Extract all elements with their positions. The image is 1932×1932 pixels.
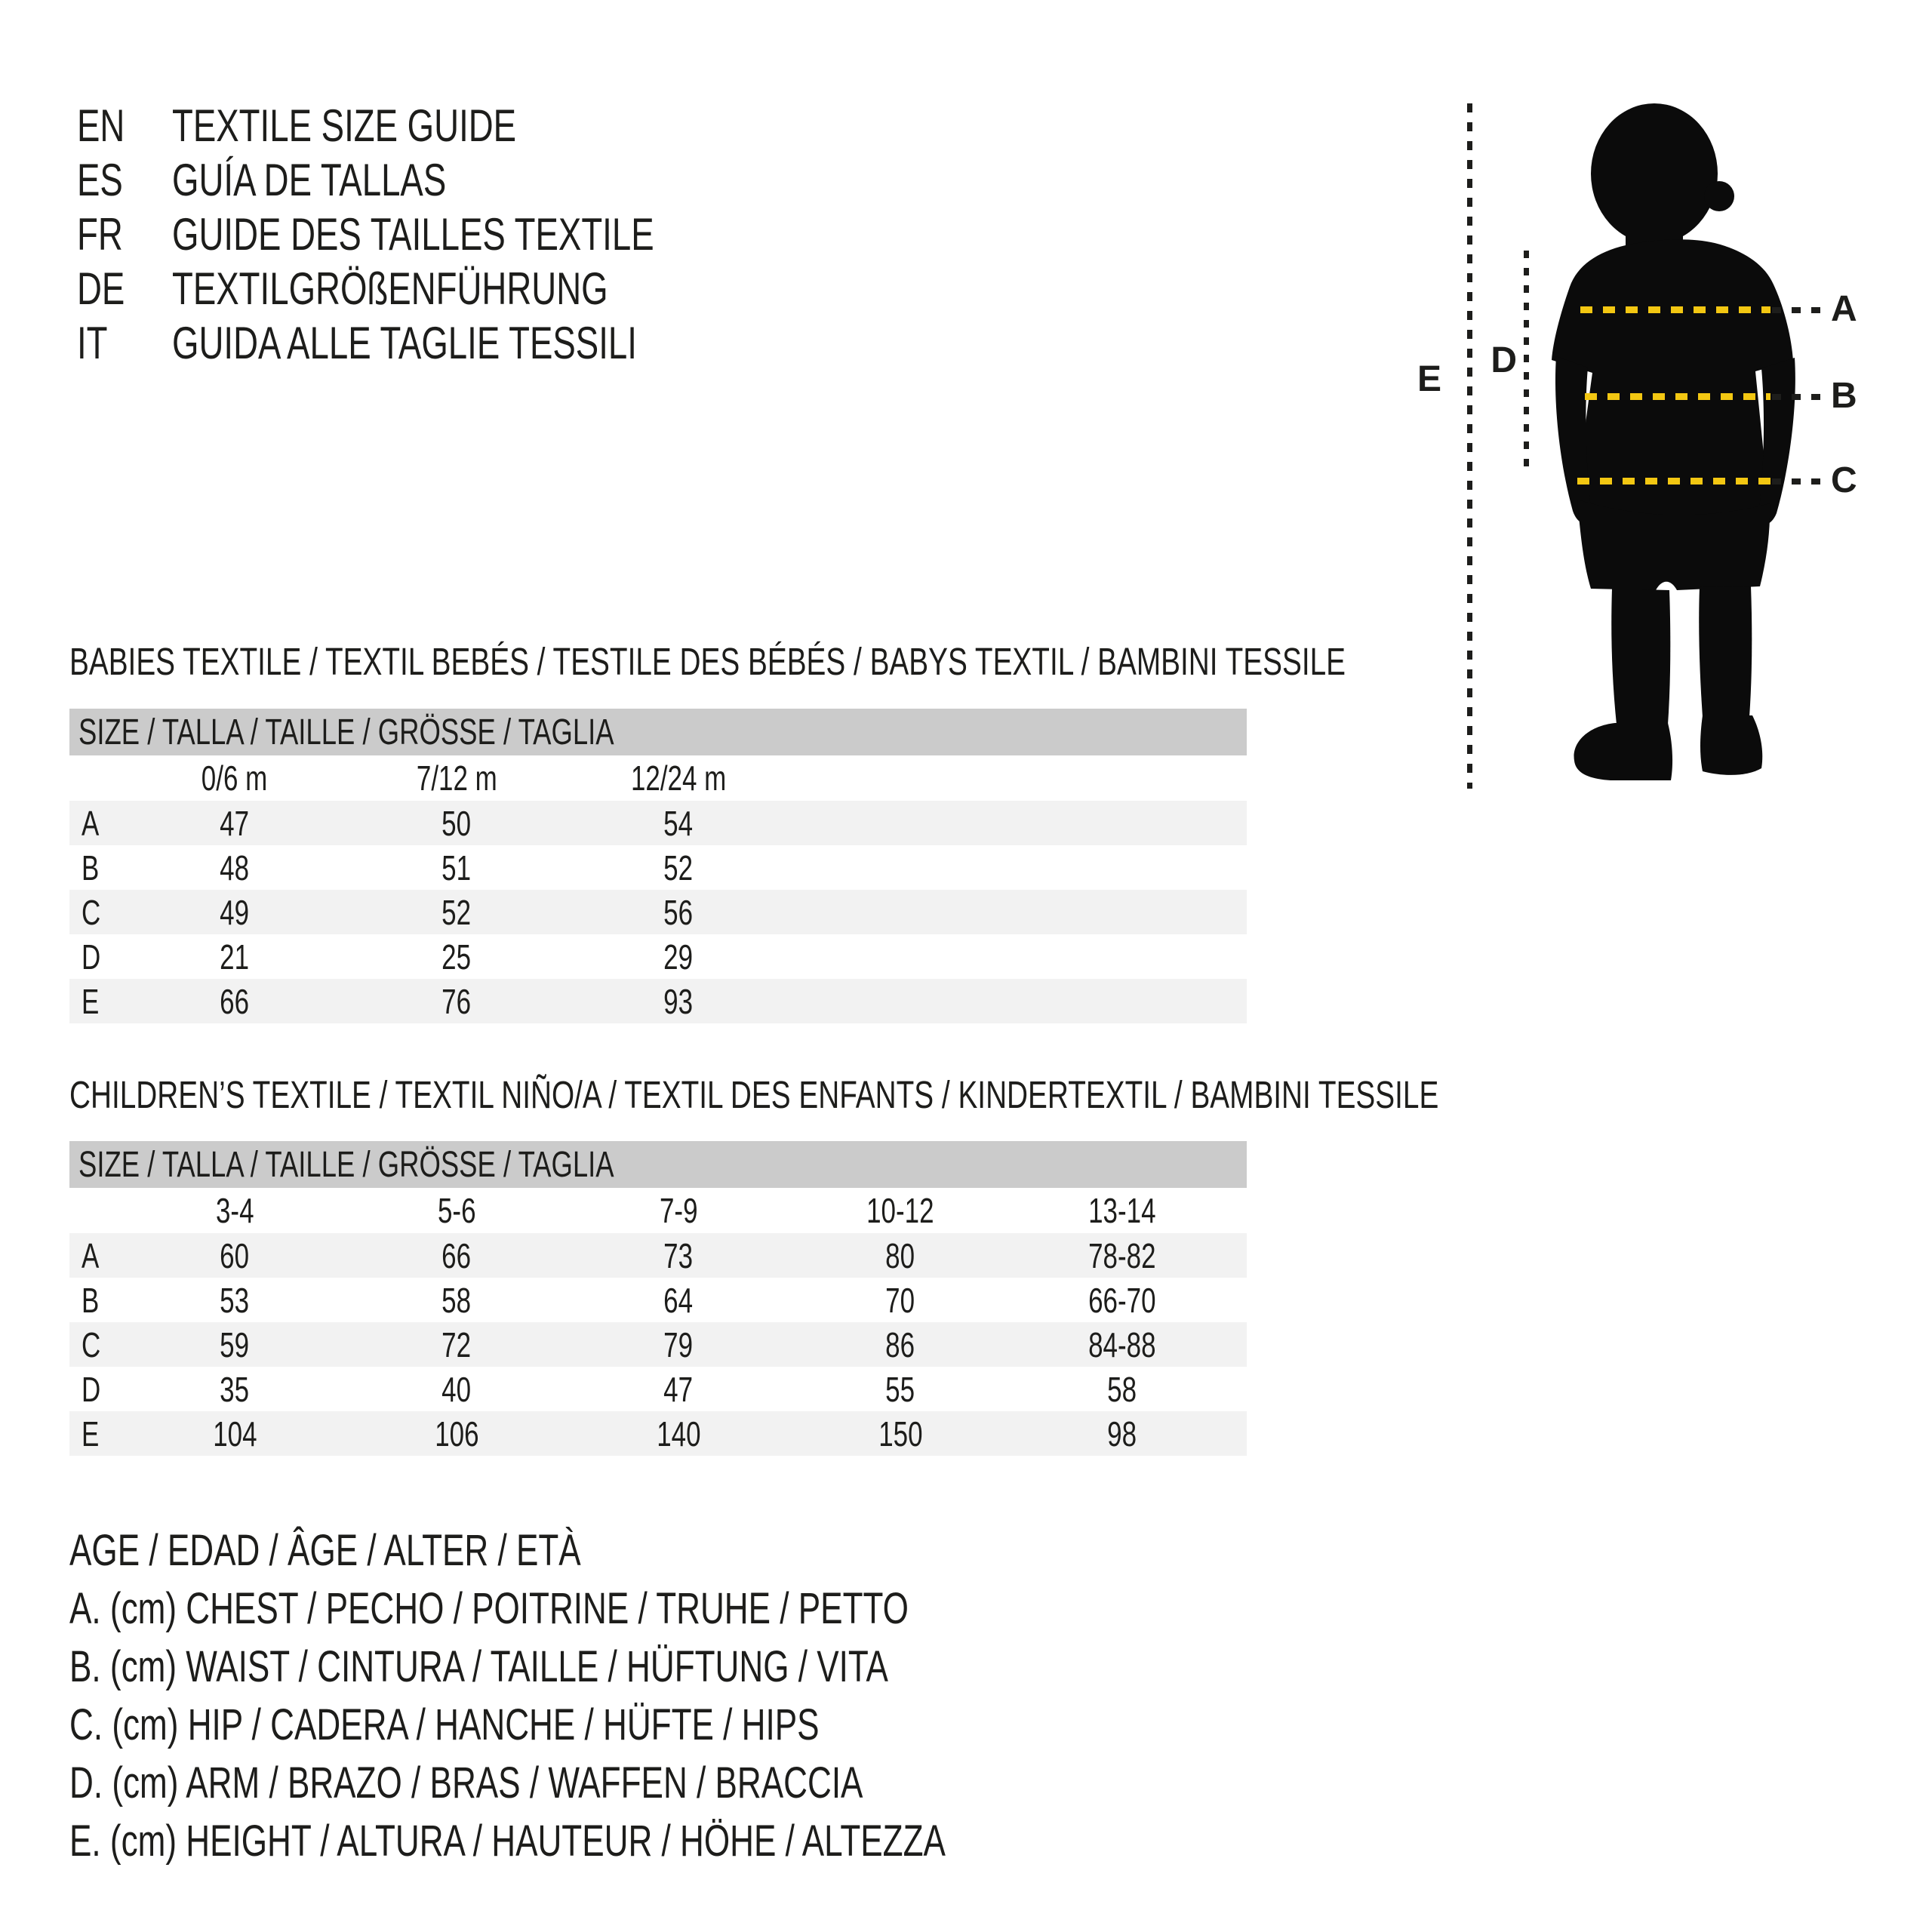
lang-code bbox=[77, 154, 172, 206]
cell-value: 66 bbox=[220, 981, 250, 1021]
cell bbox=[789, 1367, 1011, 1411]
cell-value: 93 bbox=[663, 981, 694, 1021]
column-header-text: 7/12 m bbox=[416, 758, 497, 798]
cell bbox=[789, 1278, 1011, 1322]
cell bbox=[1011, 1233, 1233, 1278]
cell-value: 106 bbox=[434, 1414, 479, 1454]
cell-value: 104 bbox=[212, 1414, 257, 1454]
legend-age-text: AGE / EDAD / ÂGE / ALTER / ETÀ bbox=[69, 1526, 581, 1575]
babies-section-title bbox=[69, 641, 1749, 682]
children-size-table bbox=[69, 1188, 1247, 1456]
hip-line-c-yellow bbox=[1577, 478, 1774, 485]
column-header-text: 0/6 m bbox=[202, 758, 268, 798]
cell bbox=[568, 801, 789, 845]
cell-value: 55 bbox=[885, 1369, 915, 1409]
cell-value: 70 bbox=[885, 1280, 915, 1320]
column-header bbox=[346, 1188, 568, 1233]
cell-value: 79 bbox=[663, 1324, 694, 1364]
cell-value: 84-88 bbox=[1088, 1324, 1156, 1364]
lang-row-de bbox=[77, 261, 806, 315]
cell-value: 51 bbox=[441, 848, 472, 888]
cell bbox=[124, 845, 346, 890]
lang-title-text: GUIDA ALLE TAGLIE TESSILI bbox=[172, 317, 637, 368]
row-label-text: C bbox=[82, 1324, 101, 1364]
cell bbox=[346, 1233, 568, 1278]
lang-title-text: TEXTILGRÖßENFÜHRUNG bbox=[172, 263, 608, 314]
cell bbox=[124, 1367, 346, 1411]
babies-size-header-text: SIZE / TALLA / TAILLE / GRÖSSE / TAGLIA bbox=[78, 712, 614, 752]
lang-code-text: ES bbox=[77, 154, 123, 205]
legend-item-text: D. (cm) ARM / BRAZO / BRAS / WAFFEN / BRACCIA bbox=[69, 1758, 863, 1807]
legend-item bbox=[69, 1812, 1223, 1870]
lang-code-text: IT bbox=[77, 317, 108, 368]
cell bbox=[568, 1411, 789, 1456]
lang-code-text: EN bbox=[77, 100, 125, 151]
cell bbox=[124, 1233, 346, 1278]
legend-age-line bbox=[69, 1521, 1223, 1580]
cell-value: 48 bbox=[220, 848, 250, 888]
legend-item-text: C. (cm) HIP / CADERA / HANCHE / HÜFTE / HIPS bbox=[69, 1700, 820, 1749]
cell bbox=[789, 1322, 1011, 1367]
cell bbox=[124, 1411, 346, 1456]
row-label-text: E bbox=[82, 981, 100, 1021]
column-header-text: 12/24 m bbox=[630, 758, 727, 798]
legend-item-text: B. (cm) WAIST / CINTURA / TAILLE / HÜFTUNG / VITA bbox=[69, 1642, 888, 1691]
row-label bbox=[69, 1367, 124, 1411]
row-label bbox=[69, 1278, 124, 1322]
cell-value: 73 bbox=[663, 1235, 694, 1275]
cell-value: 64 bbox=[663, 1280, 694, 1320]
row-label-text: A bbox=[82, 803, 100, 843]
cell bbox=[124, 934, 346, 979]
filler-cell bbox=[1233, 1233, 1247, 1278]
cell-value: 49 bbox=[220, 892, 250, 932]
cell-value: 86 bbox=[885, 1324, 915, 1364]
babies-column-header-row bbox=[69, 755, 1247, 801]
cell bbox=[346, 934, 568, 979]
filler-cell bbox=[789, 755, 1247, 801]
cell-value: 47 bbox=[663, 1369, 694, 1409]
lang-title-text: GUIDE DES TAILLES TEXTILE bbox=[172, 208, 654, 260]
cell bbox=[789, 1411, 1011, 1456]
cell bbox=[1011, 1322, 1233, 1367]
row-label-text: D bbox=[82, 1369, 101, 1409]
legend-item bbox=[69, 1638, 1223, 1696]
cell bbox=[1011, 1367, 1233, 1411]
cell-value: 35 bbox=[220, 1369, 250, 1409]
cell bbox=[124, 801, 346, 845]
row-label bbox=[69, 845, 124, 890]
corner-cell bbox=[69, 755, 124, 801]
cell-value: 52 bbox=[441, 892, 472, 932]
lang-code bbox=[77, 100, 172, 152]
table-row bbox=[69, 890, 1247, 934]
language-title-block bbox=[77, 98, 806, 370]
cell bbox=[568, 979, 789, 1023]
filler-cell bbox=[1233, 1188, 1247, 1233]
legend-item bbox=[69, 1580, 1223, 1638]
lang-row-it bbox=[77, 315, 806, 370]
lang-title bbox=[172, 154, 806, 206]
table-row bbox=[69, 1411, 1247, 1456]
waist-line-b-dark bbox=[1772, 394, 1820, 400]
row-label bbox=[69, 1322, 124, 1367]
row-label bbox=[69, 801, 124, 845]
row-label-text: A bbox=[82, 1235, 100, 1275]
cell-value: 150 bbox=[878, 1414, 923, 1454]
cell-value: 98 bbox=[1107, 1414, 1137, 1454]
cell bbox=[1011, 1278, 1233, 1322]
babies-size-header-bar bbox=[69, 709, 1247, 755]
table-row bbox=[69, 801, 1247, 845]
lang-row-fr bbox=[77, 207, 806, 261]
cell-value: 58 bbox=[441, 1280, 472, 1320]
measure-label-d: D bbox=[1491, 340, 1517, 380]
measure-label-e: E bbox=[1417, 359, 1441, 399]
row-label bbox=[69, 1411, 124, 1456]
cell-value: 21 bbox=[220, 937, 250, 977]
children-column-header-row bbox=[69, 1188, 1247, 1233]
corner-cell bbox=[69, 1188, 124, 1233]
lang-title-text: GUÍA DE TALLAS bbox=[172, 154, 447, 205]
cell-value: 56 bbox=[663, 892, 694, 932]
lang-code-text: FR bbox=[77, 208, 123, 260]
cell bbox=[346, 890, 568, 934]
column-header bbox=[124, 1188, 346, 1233]
lang-title bbox=[172, 100, 806, 152]
cell-value: 80 bbox=[885, 1235, 915, 1275]
filler-cell bbox=[1233, 1367, 1247, 1411]
cell-value: 72 bbox=[441, 1324, 472, 1364]
lang-row-es bbox=[77, 152, 806, 207]
cell bbox=[124, 890, 346, 934]
children-section-title bbox=[69, 1075, 1871, 1115]
table-row bbox=[69, 1322, 1247, 1367]
cell-value: 59 bbox=[220, 1324, 250, 1364]
measure-label-a: A bbox=[1831, 289, 1857, 329]
legend-item-text: E. (cm) HEIGHT / ALTURA / HAUTEUR / HÖHE / ALTEZZA bbox=[69, 1817, 946, 1866]
lang-row-en bbox=[77, 98, 806, 152]
chest-line-a-dark bbox=[1772, 307, 1820, 313]
table-row bbox=[69, 979, 1247, 1023]
cell bbox=[568, 1278, 789, 1322]
table-row bbox=[69, 1367, 1247, 1411]
filler-cell bbox=[1233, 1322, 1247, 1367]
waist-line-b-yellow bbox=[1585, 393, 1770, 400]
column-header bbox=[124, 755, 346, 801]
cell bbox=[568, 1233, 789, 1278]
cell bbox=[568, 890, 789, 934]
cell-value: 140 bbox=[656, 1414, 701, 1454]
children-title-text: CHILDREN’S TEXTILE / TEXTIL NIÑO/A / TEXTIL DES ENFANTS / KINDERTEXTIL / BAMBINI TESSILE bbox=[69, 1073, 1439, 1116]
cell bbox=[346, 1278, 568, 1322]
row-label bbox=[69, 979, 124, 1023]
column-header bbox=[789, 1188, 1011, 1233]
measure-label-c: C bbox=[1831, 460, 1857, 500]
legend-item-text: A. (cm) CHEST / PECHO / POITRINE / TRUHE / PETTO bbox=[69, 1584, 909, 1633]
filler-cell bbox=[1233, 1411, 1247, 1456]
legend-item bbox=[69, 1696, 1223, 1754]
lang-code bbox=[77, 317, 172, 369]
babies-title-text: BABIES TEXTILE / TEXTIL BEBÉS / TESTILE DES BÉBÉS / BABYS TEXTIL / BAMBINI TESSILE bbox=[69, 640, 1346, 683]
cell-value: 76 bbox=[441, 981, 472, 1021]
cell bbox=[1011, 1411, 1233, 1456]
table-row bbox=[69, 1278, 1247, 1322]
cell bbox=[346, 1411, 568, 1456]
row-label-text: E bbox=[82, 1414, 100, 1454]
row-label-text: D bbox=[82, 937, 101, 977]
column-header-text: 5-6 bbox=[437, 1191, 476, 1230]
lang-code-text: DE bbox=[77, 263, 125, 314]
cell-value: 25 bbox=[441, 937, 472, 977]
cell bbox=[346, 1367, 568, 1411]
legend-item bbox=[69, 1754, 1223, 1812]
filler-cell bbox=[789, 979, 1247, 1023]
cell-value: 40 bbox=[441, 1369, 472, 1409]
cell-value: 58 bbox=[1107, 1369, 1137, 1409]
column-header bbox=[1011, 1188, 1233, 1233]
row-label-text: B bbox=[82, 1280, 100, 1320]
lang-code bbox=[77, 263, 172, 315]
cell-value: 66 bbox=[441, 1235, 472, 1275]
table-row bbox=[69, 934, 1247, 979]
row-label-text: B bbox=[82, 848, 100, 888]
cell bbox=[124, 979, 346, 1023]
filler-cell bbox=[1233, 1278, 1247, 1322]
cell-value: 47 bbox=[220, 803, 250, 843]
cell-value: 52 bbox=[663, 848, 694, 888]
column-header-text: 10-12 bbox=[866, 1191, 934, 1230]
cell bbox=[124, 1278, 346, 1322]
lang-code bbox=[77, 208, 172, 260]
cell-value: 78-82 bbox=[1088, 1235, 1156, 1275]
column-header bbox=[346, 755, 568, 801]
arm-measure-line-d bbox=[1524, 251, 1529, 472]
cell bbox=[346, 845, 568, 890]
cell-value: 53 bbox=[220, 1280, 250, 1320]
lang-title bbox=[172, 208, 806, 260]
column-header bbox=[568, 755, 789, 801]
measure-label-b: B bbox=[1831, 376, 1857, 416]
cell-value: 29 bbox=[663, 937, 694, 977]
children-size-header-text: SIZE / TALLA / TAILLE / GRÖSSE / TAGLIA bbox=[78, 1144, 614, 1185]
lang-title bbox=[172, 263, 806, 315]
babies-size-table bbox=[69, 755, 1247, 1023]
cell bbox=[568, 1322, 789, 1367]
row-label bbox=[69, 890, 124, 934]
filler-cell bbox=[789, 890, 1247, 934]
cell-value: 60 bbox=[220, 1235, 250, 1275]
cell bbox=[568, 845, 789, 890]
filler-cell bbox=[789, 934, 1247, 979]
cell bbox=[346, 801, 568, 845]
row-label bbox=[69, 1233, 124, 1278]
lang-title bbox=[172, 317, 806, 369]
cell bbox=[124, 1322, 346, 1367]
hip-line-c-dark bbox=[1772, 478, 1820, 485]
cell bbox=[789, 1233, 1011, 1278]
filler-cell bbox=[789, 801, 1247, 845]
cell bbox=[346, 1322, 568, 1367]
lang-title-text: TEXTILE SIZE GUIDE bbox=[172, 100, 517, 151]
cell bbox=[568, 1367, 789, 1411]
column-header-text: 3-4 bbox=[215, 1191, 254, 1230]
child-silhouette-icon bbox=[1540, 98, 1811, 792]
measurement-legend bbox=[69, 1521, 1223, 1870]
column-header-text: 7-9 bbox=[659, 1191, 698, 1230]
height-measure-line-e bbox=[1467, 103, 1472, 789]
table-row bbox=[69, 845, 1247, 890]
column-header bbox=[568, 1188, 789, 1233]
chest-line-a-yellow bbox=[1580, 306, 1770, 313]
cell-value: 54 bbox=[663, 803, 694, 843]
cell bbox=[346, 979, 568, 1023]
cell bbox=[568, 934, 789, 979]
column-header-text: 13-14 bbox=[1088, 1191, 1156, 1230]
table-row bbox=[69, 1233, 1247, 1278]
cell-value: 50 bbox=[441, 803, 472, 843]
row-label-text: C bbox=[82, 892, 101, 932]
children-size-header-bar bbox=[69, 1141, 1247, 1188]
row-label bbox=[69, 934, 124, 979]
cell-value: 66-70 bbox=[1088, 1280, 1156, 1320]
filler-cell bbox=[789, 845, 1247, 890]
